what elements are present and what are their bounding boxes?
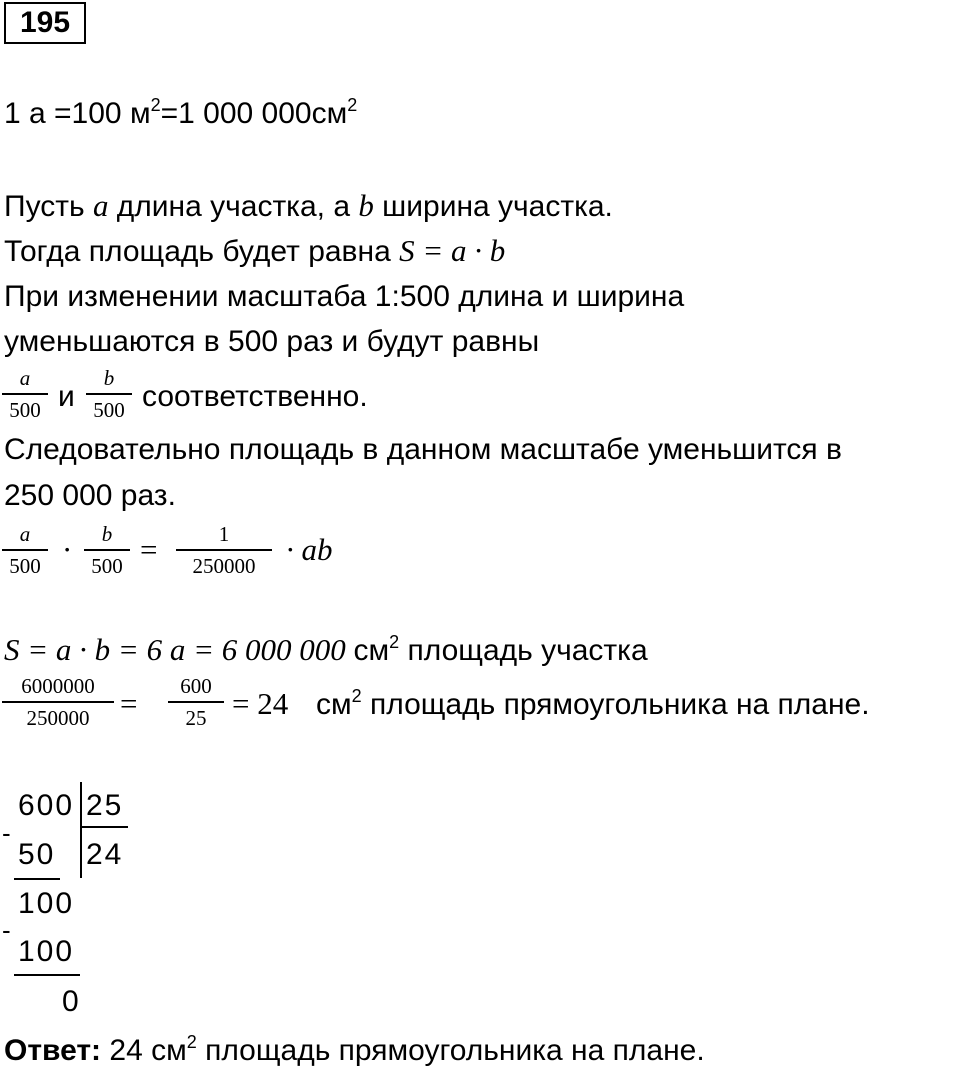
answer-line <box>4 1034 705 1068</box>
fraction-numerator: a <box>19 522 31 546</box>
eq2-exp: 2 <box>389 632 400 652</box>
eq3-equals-1: = <box>120 686 138 721</box>
eq3-unit: см <box>316 688 352 721</box>
fraction-b-500 <box>86 366 132 422</box>
eq3-fraction-600-25 <box>168 674 224 730</box>
intro-line <box>4 189 613 224</box>
fraction-numerator: 6000000 <box>21 674 95 698</box>
answer-exp: 2 <box>186 1032 197 1052</box>
conclusion-line-1: Следовательно площадь в данном масштабе уменьшится в <box>4 433 842 466</box>
fraction-numerator: 600 <box>180 674 212 698</box>
eq1-equals: = <box>140 532 158 567</box>
fraction-a-500 <box>2 366 48 422</box>
area-text: Тогда площадь будет равна <box>4 235 400 268</box>
eq2-unit: см <box>353 634 390 667</box>
division-divisor-underline <box>80 826 128 828</box>
fraction-denominator: 25 <box>185 706 207 730</box>
area-line <box>4 234 505 269</box>
fraction-denominator: 500 <box>91 554 123 578</box>
task-number: 195 <box>4 2 86 44</box>
answer-label: Ответ: <box>4 1034 102 1067</box>
eq3-result: = 24 <box>232 686 289 721</box>
fraction-numerator: b <box>103 366 115 390</box>
eq1-fraction-a-500 <box>2 522 48 578</box>
conversion-lhs: 1 а =100 м <box>4 97 151 130</box>
eq2-formula: S = a · b = 6 а = 6 000 000 <box>4 632 354 667</box>
fraction-numerator: a <box>19 366 31 390</box>
scale-line-2: уменьшаются в 500 раз и будут равны <box>4 325 540 358</box>
fraction-bar <box>2 393 48 395</box>
area-formula: S = a · b <box>399 233 506 268</box>
fraction-bar <box>2 549 48 551</box>
fraction-denominator: 250000 <box>26 706 90 730</box>
division-underline-2 <box>14 974 80 976</box>
conclusion-line-2: 250 000 раз. <box>4 479 176 512</box>
fraction-denominator: 500 <box>9 554 41 578</box>
intro-part-2: длина участка, а <box>108 190 359 223</box>
conversion-mid: =1 000 000см <box>160 97 348 130</box>
fraction-numerator: b <box>101 522 113 546</box>
fraction-bar <box>2 701 114 703</box>
fraction-bar <box>168 701 224 703</box>
eq1-fraction-1-250000 <box>176 522 272 578</box>
and-word: и <box>58 380 75 413</box>
intro-part-1: Пусть <box>4 190 93 223</box>
answer-value: 24 см <box>101 1034 187 1067</box>
eq3-text: площадь прямоугольника на плане. <box>361 688 870 721</box>
eq1-dot: · <box>62 532 73 567</box>
var-b: b <box>358 188 374 223</box>
scale-line-1: При изменении масштаба 1:500 длина и ширина <box>4 280 685 313</box>
eq3-fraction-6000000-250000 <box>2 674 114 730</box>
division-subtrahend-1: 50 <box>18 838 56 871</box>
division-subtrahend-2: 100 <box>18 935 75 968</box>
answer-tail: площадь прямоугольника на плане. <box>196 1034 705 1067</box>
division-dividend: 600 <box>18 789 75 822</box>
eq1-tail: · ab <box>286 532 333 567</box>
division-remainder-1: 100 <box>18 887 75 920</box>
conversion-exp-2: 2 <box>347 95 358 115</box>
division-quotient: 24 <box>86 838 124 871</box>
fraction-bar <box>86 393 132 395</box>
var-a: a <box>92 188 109 223</box>
conversion-exp-1: 2 <box>150 95 161 115</box>
fraction-bar <box>84 549 130 551</box>
division-result: 0 <box>62 985 81 1018</box>
fraction-numerator: 1 <box>218 522 230 546</box>
fraction-denominator: 250000 <box>192 554 256 578</box>
eq1-fraction-b-500 <box>84 522 130 578</box>
fraction-denominator: 500 <box>9 398 41 422</box>
division-minus-2: - <box>2 915 13 945</box>
division-underline-1 <box>14 878 60 880</box>
fraction-denominator: 500 <box>93 398 125 422</box>
eq3-text-line <box>316 688 870 722</box>
division-divisor: 25 <box>86 789 124 822</box>
fraction-bar <box>176 549 272 551</box>
respectively-word: соответственно. <box>142 380 368 413</box>
unit-conversion-line <box>4 97 357 131</box>
eq3-exp: 2 <box>351 686 362 706</box>
intro-part-3: ширина участка. <box>373 190 613 223</box>
division-vertical-line <box>80 782 82 878</box>
eq2-text: площадь участка <box>399 634 648 667</box>
eq2-line <box>4 633 648 668</box>
division-minus-1: - <box>2 818 13 848</box>
